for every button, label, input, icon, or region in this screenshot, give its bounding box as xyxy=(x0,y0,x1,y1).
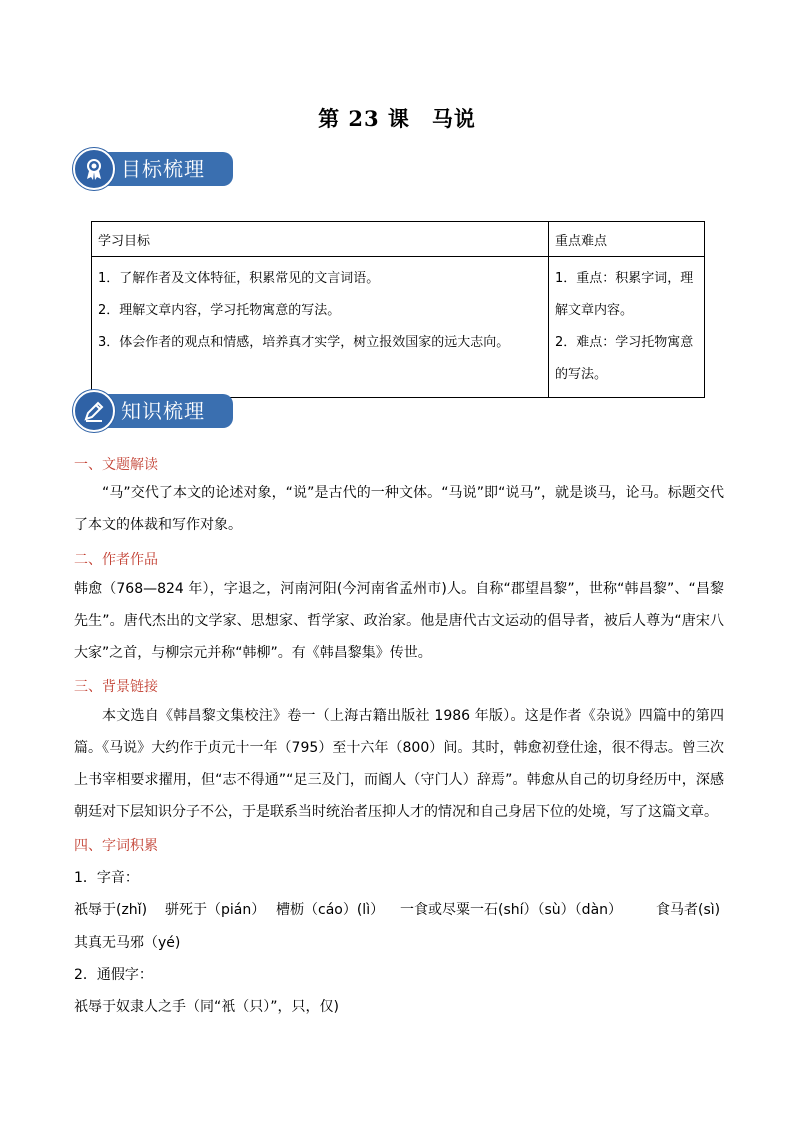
section-heading: 二、作者作品 xyxy=(74,552,158,568)
section-banner-goals xyxy=(73,148,233,190)
tongjia-item: 祇辱于奴隶人之手（同“衹（只）”，只，仅) xyxy=(74,999,339,1015)
pron-item: 祇辱于(zhǐ) xyxy=(74,902,148,918)
banner-label: 目标梳理 xyxy=(121,157,205,181)
section-banner-knowledge xyxy=(73,390,233,432)
table-header-goals: 学习目标 xyxy=(92,222,549,257)
pron-item: 槽枥（cáo）(lì） xyxy=(276,902,385,918)
banner-label: 知识梳理 xyxy=(121,399,205,423)
goal-item: 2．理解文章内容，学习托物寓意的写法。 xyxy=(98,303,341,318)
pencil-icon xyxy=(73,390,115,432)
goal-item: 3．体会作者的观点和情感，培养真才实学，树立报效国家的远大志向。 xyxy=(98,335,510,350)
keypoint-line: 2．难点：学习托物寓意 xyxy=(555,335,694,350)
goals-table xyxy=(91,221,705,398)
pron-item: 食马者(sì) xyxy=(656,902,721,918)
subheading: 2．通假字： xyxy=(74,967,153,983)
section-heading: 四、字词积累 xyxy=(74,838,158,854)
goal-item: 1．了解作者及文体特征，积累常见的文言词语。 xyxy=(98,271,380,286)
keypoint-line: 的写法。 xyxy=(555,367,608,382)
section-heading: 三、背景链接 xyxy=(74,679,158,695)
paragraph: 韩愈（768—824 年），字退之，河南河阳(今河南省孟州市)人。自称“郡望昌黎”，世称“韩昌黎”、“昌黎先生”。唐代杰出的文学家、思想家、哲学家、政治家。他是唐代古文运动的倡导者，被后人尊为“唐宋八大家”之首，与柳宗元并称“韩柳”。有《韩昌黎集》传世。 xyxy=(74,581,724,661)
pron-item: 一食或尽粟一石(shí）（sù）（dàn） xyxy=(400,902,623,918)
award-icon xyxy=(73,148,115,190)
pron-item: 其真无马邪（yé) xyxy=(74,935,181,951)
subheading: 1．字音： xyxy=(74,870,139,886)
section-heading: 一、文题解读 xyxy=(74,457,158,473)
table-header-keypoints: 重点难点 xyxy=(549,222,705,257)
keypoint-line: 1．重点：积累字词，理 xyxy=(555,271,694,286)
paragraph: “马”交代了本文的论述对象，“说”是古代的一种文体。“马说”即“说马”，就是谈马，论马。标题交代了本文的体裁和写作对象。 xyxy=(74,485,724,533)
keypoint-line: 解文章内容。 xyxy=(555,303,634,318)
page-title: 第 23 课 马说 xyxy=(318,106,476,131)
paragraph: 本文选自《韩昌黎文集校注》卷一（上海古籍出版社 1986 年版）。这是作者《杂说》四篇中的第四篇。《马说》大约作于贞元十一年（795）至十六年（800）间。其时，韩愈初登仕途，很不得志。曾三次上书宰相要求擢用，但“志不得通”“足三及门，而阍人（守门人）辞焉”。韩愈从自己的切身经历中，深感朝廷对下层知识分子不公，于是联系当时统治者压抑人才的情况和自己身居下位的处境，写了这篇文章。 xyxy=(74,708,724,820)
pron-item: 骈死于（pián） xyxy=(165,902,266,918)
